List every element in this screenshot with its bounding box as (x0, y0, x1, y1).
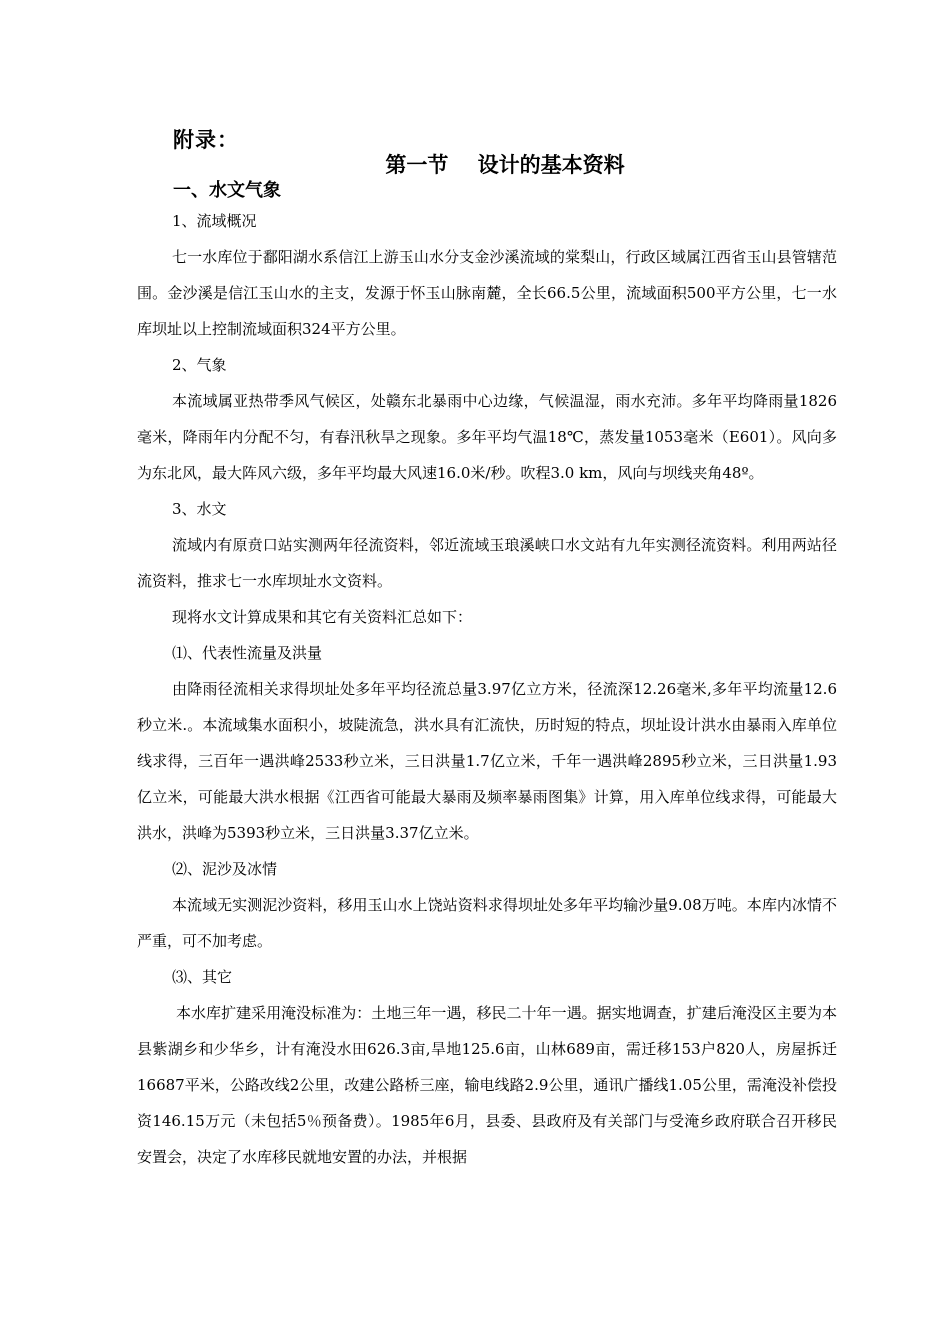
paragraph-basin: 七一水库位于鄱阳湖水系信江上游玉山水分支金沙溪流域的棠梨山，行政区域属江西省玉山县管辖范围。金沙溪是信江玉山水的主支，发源于怀玉山脉南麓，全长66.5公里，流域面积500平方公里，七一水库坝址以上控制流域面积324平方公里。 (137, 248, 837, 338)
paragraph-hydrology-data: 流域内有原贲口站实测两年径流资料，邻近流域玉琅溪峡口水文站有九年实测径流资料。利用两站径流资料，推求七一水库坝址水文资料。 (137, 536, 837, 590)
section-title: 第一节 设计的基本资料 (385, 153, 625, 177)
subsection-title-hydrology: 3、水文 (172, 500, 227, 518)
item-title-other: ⑶、其它 (172, 968, 233, 986)
paragraph-summary-intro: 现将水文计算成果和其它有关资料汇总如下： (172, 608, 473, 626)
paragraph-meteorology: 本流域属亚热带季风气候区，处赣东北暴雨中心边缘，气候温湿，雨水充沛。多年平均降雨量1826毫米，降雨年内分配不匀，有春汛秋旱之现象。多年平均气温18℃，蒸发量1053毫米（E601）。风向多为东北风，最大阵风六级，多年平均最大风速16.0米/秒。吹程3.0 km，风向与坝线夹角48º。 (137, 392, 837, 482)
document-body (137, 203, 837, 1175)
appendix-label: 附录： (173, 128, 239, 152)
item-title-flow: ⑴、代表性流量及洪量 (172, 644, 323, 662)
paragraph-other: 本水库扩建采用淹没标准为：土地三年一遇，移民二十年一遇。据实地调查，扩建后淹没区主要为本县紫湖乡和少华乡，计有淹没水田626.3亩,旱地125.6亩，山林689亩，需迁移153户820人，房屋拆迁16687平米，公路改线2公里，改建公路桥三座，输电线路2.9公里，通讯广播线1.05公里，需淹没补偿投资146.15万元（未包括5％预备费）。1985年6月，县委、县政府及有关部门与受淹乡政府联合召开移民安置会，决定了水库移民就地安置的办法，并根据 (137, 1004, 837, 1166)
item-title-sediment: ⑵、泥沙及冰情 (172, 860, 278, 878)
paragraph-flow: 由降雨径流相关求得坝址处多年平均径流总量3.97亿立方米，径流深12.26毫米,多年平均流量12.6秒立米.。本流域集水面积小，坡陡流急，洪水具有汇流快，历时短的特点，坝址设计洪水由暴雨入库单位线求得，三百年一遇洪峰2533秒立米，三日洪量1.7亿立米，千年一遇洪峰2895秒立米，三日洪量1.93亿立米，可能最大洪水根据《江西省可能最大暴雨及频率暴雨图集》计算，用入库单位线求得，可能最大洪水，洪峰为5393秒立米，三日洪量3.37亿立米。 (137, 680, 837, 842)
paragraph-sediment: 本流域无实测泥沙资料，移用玉山水上饶站资料求得坝址处多年平均输沙量9.08万吨。本库内冰情不严重，可不加考虑。 (137, 896, 837, 950)
subsection-title-meteorology: 2、气象 (172, 356, 227, 374)
heading-hydrology-meteorology: 一、水文气象 (173, 180, 281, 201)
subsection-title-basin: 1、流域概况 (172, 212, 257, 230)
